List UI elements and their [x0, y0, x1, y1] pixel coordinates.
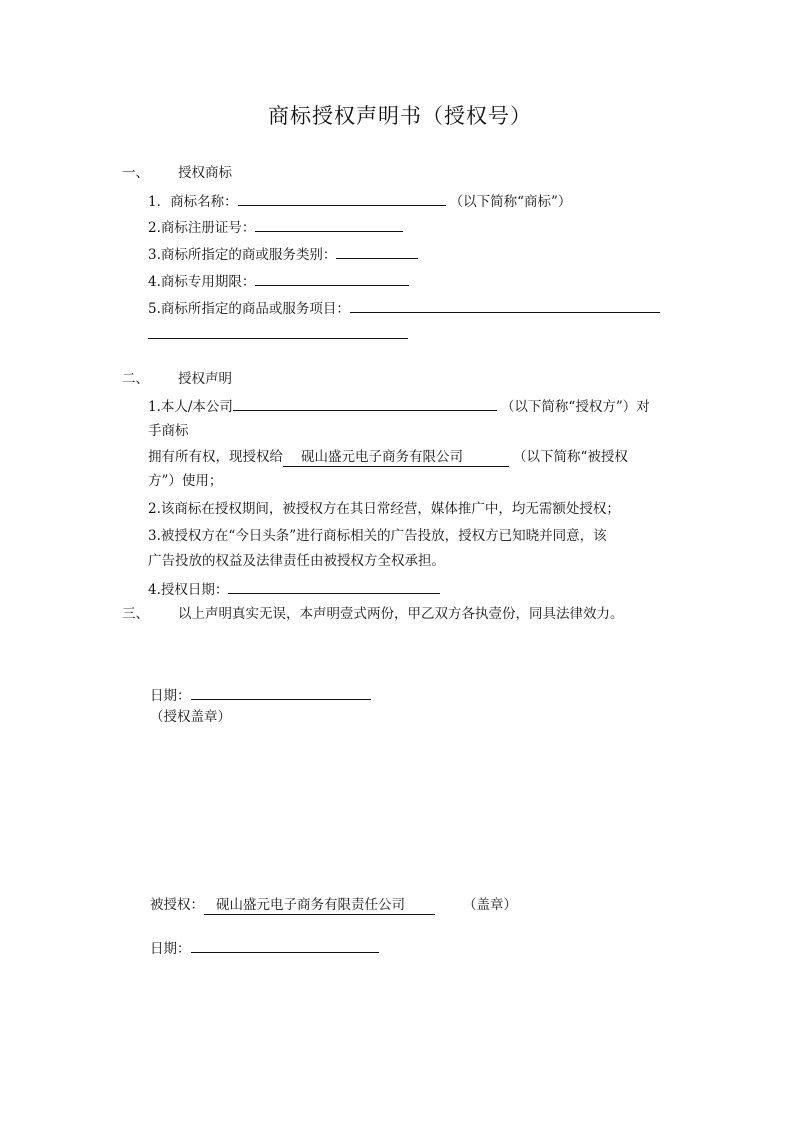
registration-number-row [148, 217, 403, 237]
goods-services-field-line2[interactable] [148, 338, 408, 339]
grantor-stamp-label: （授权盖章） [150, 709, 231, 725]
registration-number-field[interactable] [255, 217, 403, 232]
grantee-suffix: （以下简称“被授权 [513, 449, 628, 465]
authorization-date-field[interactable] [228, 579, 440, 594]
grantee-date-label: 日期： [150, 941, 191, 957]
validity-period-row [148, 271, 409, 291]
advertising-clause-line2: 广告投放的权益及法律责任由被授权方全权承担。 [148, 553, 445, 569]
service-class-label: 3.商标所指定的商或服务类别： [148, 247, 337, 263]
sign-date-row [150, 685, 371, 705]
validity-period-field[interactable] [255, 271, 409, 286]
section1-number: 一、 [122, 165, 149, 181]
page-title: 商标授权声明书（授权号） [268, 104, 532, 128]
grantee-prefix: 拥有所有权，现授权给 [148, 449, 283, 465]
grantee-date-field[interactable] [191, 938, 379, 953]
sign-date-field[interactable] [191, 685, 371, 700]
grantee-row [148, 448, 628, 467]
grantee-date-row [150, 938, 379, 958]
section2-number: 二、 [122, 371, 149, 387]
section3-number: 三、 [122, 606, 149, 622]
section2-heading: 授权声明 [178, 371, 232, 387]
section3-text: 以上声明真实无误，本声明壹式两份，甲乙双方各执壹份，同具法律效力。 [178, 606, 624, 622]
grantor-row [148, 396, 650, 416]
grantor-field[interactable] [233, 396, 497, 411]
goods-services-row [148, 298, 660, 318]
authorization-date-row [148, 579, 440, 599]
trademark-name-row [148, 191, 571, 211]
usage-clause: 2.该商标在授权期间，被授权方在其日常经营，媒体推广中，均无需额处授权； [148, 501, 620, 517]
trademark-name-suffix: （以下简称“商标”） [449, 194, 572, 210]
grant-text-line2: 手商标 [148, 423, 189, 439]
goods-services-label: 5.商标所指定的商品或服务项目： [148, 301, 350, 317]
grantee-sign-name: 砚山盛元电子商务有限责任公司 [204, 896, 435, 915]
registration-number-label: 2.商标注册证号： [148, 220, 256, 236]
grant-text-line4: 方”）使用； [148, 473, 223, 489]
advertising-clause-line1: 3.被授权方在“今日头条”进行商标相关的广告投放，授权方已知晓并同意，该 [148, 528, 607, 544]
grantee-sign-row [150, 896, 517, 915]
sign-date-label: 日期： [150, 688, 191, 704]
trademark-name-label: 1．商标名称： [148, 194, 238, 210]
trademark-name-field[interactable] [238, 191, 446, 206]
grantee-sign-label: 被授权： [150, 897, 204, 913]
validity-period-label: 4.商标专用期限： [148, 274, 256, 290]
grantee-stamp-label: （盖章） [463, 897, 517, 913]
grantor-label: 1.本人/本公司 [148, 399, 233, 415]
service-class-row [148, 244, 418, 264]
authorization-date-label: 4.授权日期： [148, 582, 229, 598]
service-class-field[interactable] [336, 244, 418, 259]
goods-services-field[interactable] [350, 298, 660, 313]
grantor-suffix: （以下简称“授权方”）对 [500, 399, 650, 415]
section1-heading: 授权商标 [178, 165, 232, 181]
grantee-name: 砚山盛元电子商务有限公司 [283, 448, 509, 467]
